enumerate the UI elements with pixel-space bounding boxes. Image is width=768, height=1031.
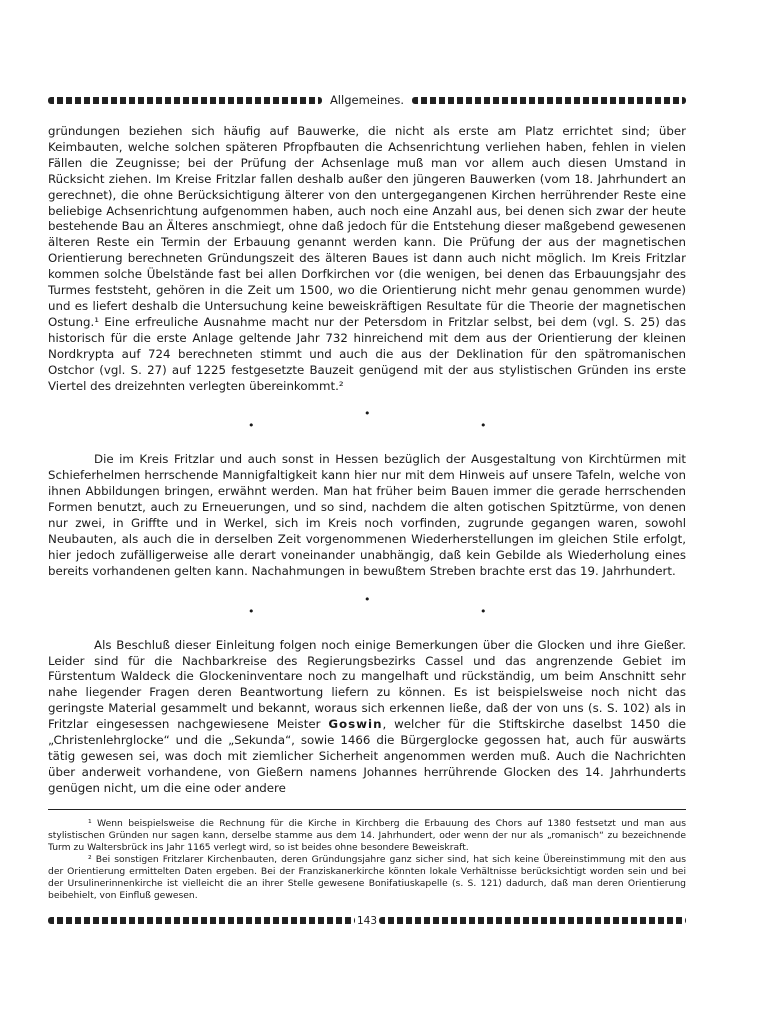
separator-dot: •	[248, 419, 255, 433]
separator-dot: •	[248, 604, 255, 618]
ornament-border-footer-right	[379, 917, 686, 924]
paragraph-bells-part-1: Als Beschluß dieser Einleitung folgen noch einige Bemerkungen über die Glocken und ihre Gießer. Leider sind für die Nachbarkreise des Regierungsbezirks Cassel und das angrenzende Gebiet im Fürstentum Waldeck die Glockeninventare noch zu mangelhaft und rückständig, um beim Anschnitt sehr nahe liegender Fragen deren Beantwortung liefern zu können. Es ist beispielsweise noch nicht das geringste Material gesammelt und bekannt, woraus sich erkennen ließe, daß der von uns (s. S. 102) als in Fritzlar eingesessen nachgewiesene Meister	[48, 637, 686, 732]
separator-dot: •	[364, 407, 371, 421]
paragraph-orientation: gründungen beziehen sich häufig auf Bauwerke, die nicht als erste am Platz errichtet sind; über Keimbauten, welche solchen späteren Pfropfbauten die Achsenrichtung verliehen haben, fehlen in vielen Fällen die Zeugnisse; bei der Prüfung der Achsenlage muß man vor allem auch diesen Umstand in Rücksicht ziehen. Im Kreise Fritzlar fallen deshalb außer den jüngeren Bauwerken (vom 18. Jahrhundert an gerechnet), die ohne Berücksichtigung älterer von den untergegangenen Kirchen herrührender Reste eine beliebige Achsenrichtung aufgenommen haben, auch noch eine Anzahl aus, bei denen sich zwar der heute bestehende Bau an Älteres anschmiegt, ohne daß jedoch für die Entstehung dieser maßgebend gewesenen älteren Reste ein Termin der Erbauung genannt werden kann. Die Prüfung der aus der magnetischen Orientierung berechneten Gründungszeit des älteren Baues ist dann auch nicht möglich. Im Kreis Fritzlar kommen solche Übelstände fast bei allen Dorfkirchen vor (die wenigen, bei denen das Erbauungsjahr des Turmes feststeht, gehören in die Zeit um 1500, wo die Orientierung nicht mehr genau genommen wurde) und es liefert deshalb die Untersuchung keine beweiskräftigen Resultate für die Theorie der magnetischen Ostung.¹ Eine erfreuliche Ausnahme macht nur der Petersdom in Fritzlar selbst, bei dem (vgl. S. 25) das historisch für die erste Anlage geltende Jahr 732 hinreichend mit dem aus der Orientierung der kleinen Nordkrypta auf 724 berechneten stimmt und auch die aus der Deklination für den spätromanischen Ostchor (vgl. S. 27) auf 1225 festgesetzte Bauzeit genügend mit der aus stylistischen Gründen ins erste Viertel des dreizehnten verlegten übereinkommt.²	[48, 124, 686, 393]
paragraph-church-towers: Die im Kreis Fritzlar und auch sonst in Hessen bezüglich der Ausgestaltung von Kirchtürmen mit Schieferhelmen herrschende Mannigfaltigkeit kann hier nur mit dem Hinweis auf unsere Tafeln, welche von ihnen Abbildungen bringen, erwähnt werden. Man hat früher beim Bauen immer die gerade herrschenden Formen benutzt, auch zu Erneuerungen, und so sind, nachdem die alten gotischen Spitztürme, von denen nur zwei, in Griffte und in Werkel, sich im Kreis noch vorfinden, zugrunde gegangen waren, sowohl Neubauten, als auch die in derselben Zeit vorgenommenen Wiederherstellungen im gleichen Stile erfolgt, hier jedoch zufälligerweise alle derart voneinander unabhängig, daß kein Gebilde als Wiederholung eines bereits vorhandenen gelten kann. Nachahmungen in bewußtem Streben brachte erst das 19. Jahrhundert.	[48, 452, 686, 578]
footnote-2: ² Bei sonstigen Fritzlarer Kirchenbauten, deren Gründungsjahre ganz sicher sind, hat sich keine Übereinstimmung mit den aus der Orientierung ermittelten Daten ergeben. Bei der Franziskanerkirche könnten lokale Verhältnisse berücksichtigt worden sein und bei der Ursulinerinnenkirche ist vielleicht die an ihrer Stelle gewesene Bonifatiuskapelle (s. S. 121) dadurch, daß man deren Orientierung beibehielt, von Einfluß gewesen.	[48, 853, 686, 901]
ornament-border-left	[48, 97, 322, 104]
paragraph-bells	[48, 638, 686, 797]
name-goswin: Goswin	[328, 717, 383, 732]
running-header	[48, 90, 686, 110]
section-separator-1	[48, 402, 686, 442]
ornament-border-footer-left	[48, 917, 355, 924]
page-number: 143	[356, 914, 378, 927]
ornament-border-right	[412, 97, 686, 104]
footnote-rule	[48, 809, 686, 810]
section-separator-2	[48, 588, 686, 628]
page-footer	[48, 914, 686, 928]
separator-dot: •	[364, 592, 371, 606]
footnote-1: ¹ Wenn beispielsweise die Rechnung für die Kirche in Kirchberg die Erbauung des Chors auf 1380 festsetzt und man aus stylistischen Gründen nur sagen kann, derselbe stamme aus dem 14. Jahrhundert, oder wenn der nur als „romanisch“ zu bezeichnende Turm zu Waltersbrück ins Jahr 1165 verlegt wird, so ist beides ohne besondere Beweiskraft.	[48, 817, 686, 853]
separator-dot: •	[480, 604, 487, 618]
paragraph-bells-part-2: , welcher für die Stiftskirche daselbst 1450 die „Christenlehrglocke“ und die „Sekunda“, sowie 1466 die Bürgerglocke gegossen hat, auch für auswärts tätig gewesen sei, was doch mit ziemlicher Sicherheit angenommen werden muß. Auch die Nachrichten über anderweit vorhandene, von Gießern namens Johannes herrührende Glocken des 14. Jahrhunderts genügen nicht, um die eine oder andere	[48, 717, 687, 795]
running-header-title: Allgemeines.	[329, 93, 405, 107]
document-page	[48, 90, 686, 928]
separator-dot: •	[480, 419, 487, 433]
